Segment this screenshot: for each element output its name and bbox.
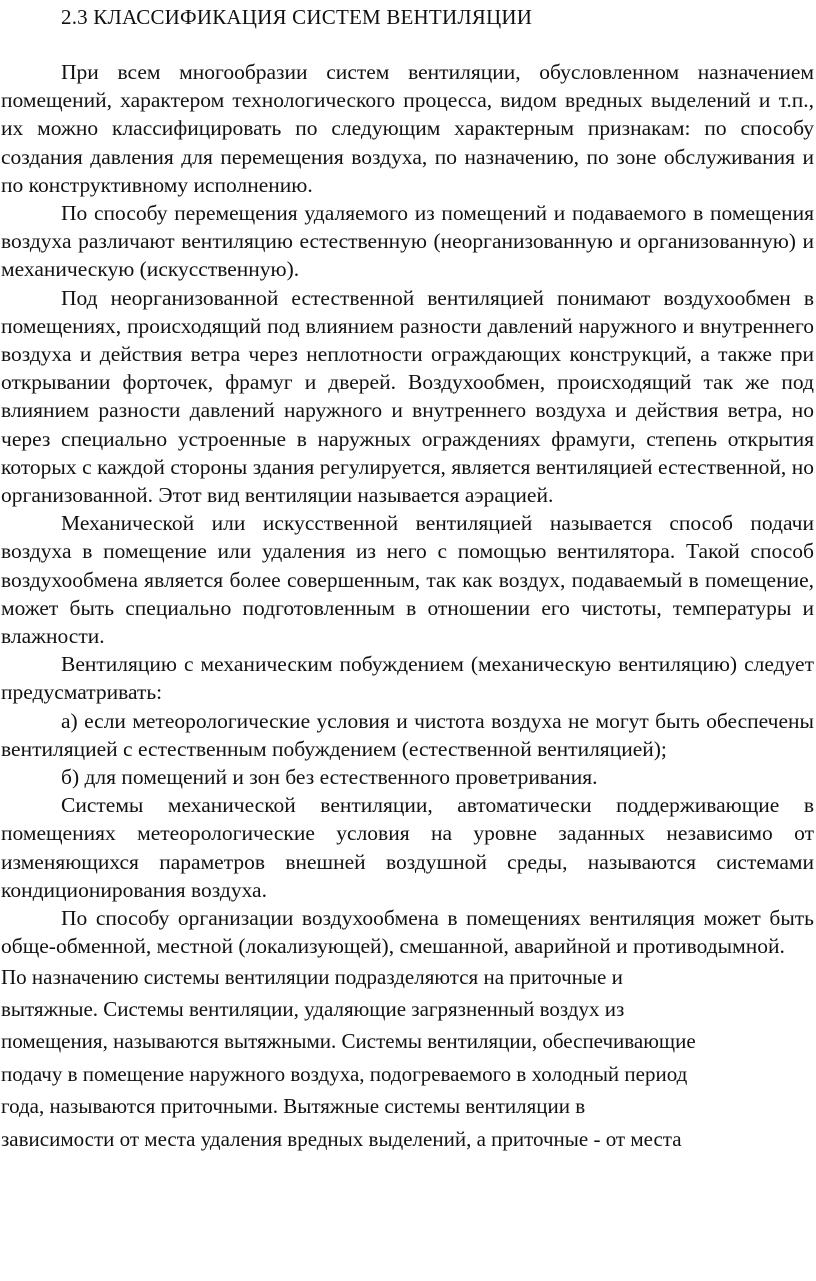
list-item-a: а) если метеорологические условия и чистота воздуха не могут быть обеспечены вентиляцией с естественным побуждением (естественной вентиляцией);: [1, 708, 814, 761]
paragraph-unorganized-natural-ventilation: Под неорганизованной естественной вентиляцией понимают воздухообмен в помещениях, происходящий под влиянием разности давлений наружного и внутреннего воздуха и действия ветра через неплотности ограждающих конструкций, а также при открывании форточек, фрамуг и дверей. Воздухообмен, происходящий так же под влиянием разности давлений наружного и внутреннего воздуха и действия ветра, но через специально устроенные в наружных ограждениях фрамуги, степень открытия которых с каждой стороны здания регулируется, является вентиляцией естественной, но организованной. Этот вид вентиляции называется аэрацией.: [1, 285, 814, 508]
text-line: зависимости от места удаления вредных выделений, а приточные - от места: [1, 1126, 682, 1151]
paragraph-mechanical-ventilation: Механической или искусственной вентиляцией называется способ подачи воздуха в помещение или удаления из него с помощью вентилятора. Такой способ воздухообмена является более совершенным, так как воздух, подаваемый в помещение, может быть специально подготовленным в отношении его чистоты, температуры и влажности.: [1, 511, 814, 649]
paragraph-air-exchange-organization: По способу организации воздухообмена в помещениях вентиляция может быть обще-обменной, местной (локализующей), смешанной, аварийной и противодымной.: [1, 906, 814, 959]
text-line: помещения, называются вытяжными. Системы вентиляции, обеспечивающие: [1, 1029, 696, 1054]
paragraph-air-conditioning: Системы механической вентиляции, автоматически поддерживающие в помещениях метеорологические условия на уровне заданных независимо от изменяющихся параметров внешней воздушной среды, называются системами кондиционирования воздуха.: [1, 793, 814, 902]
text-line: вытяжные. Системы вентиляции, удаляющие загрязненный воздух из: [1, 996, 625, 1021]
section-heading: 2.3 КЛАССИФИКАЦИЯ СИСТЕМ ВЕНТИЛЯЦИИ: [61, 5, 533, 29]
text-line: По назначению системы вентиляции подразделяются на приточные и: [1, 964, 623, 989]
text-line: подачу в помещение наружного воздуха, подогреваемого в холодный период: [1, 1061, 688, 1086]
paragraph-air-movement-method: По способу перемещения удаляемого из помещений и подаваемого в помещения воздуха различают вентиляцию естественную (неорганизованную и организованную) и механическую (искусственную).: [1, 201, 814, 282]
text-line: года, называются приточными. Вытяжные системы вентиляции в: [1, 1094, 586, 1119]
paragraph-classification-intro: При всем многообразии систем вентиляции, обусловленном назначением помещений, характером технологического процесса, видом вредных выделений и т.п., их можно классифицировать по следующим характерным признакам: по способу создания давления для перемещения воздуха, по назначению, по зоне обслуживания и по конструктивному исполнению.: [1, 60, 814, 197]
list-item-b: б) для помещений и зон без естественного проветривания.: [61, 765, 598, 790]
purpose-section: [1, 961, 814, 1155]
paragraph-mechanical-requirements: Вентиляцию с механическим побуждением (механическую вентиляцию) следует предусматривать:: [1, 652, 814, 705]
document-body: [1, 58, 814, 1155]
